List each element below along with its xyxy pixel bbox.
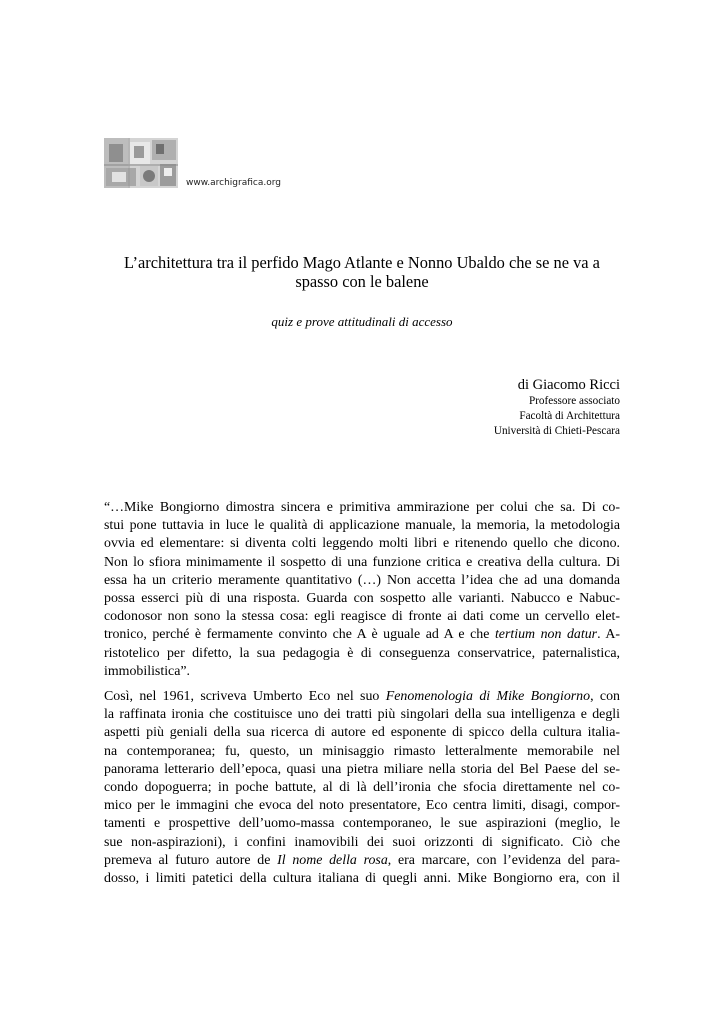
text-line: ristotelico per difetto, la sua pedagogia è di conseguenza conservatrice, paternalistica, [104, 645, 620, 661]
document-subtitle: quiz e prove attitudinali di accesso [271, 314, 453, 329]
author-role: Professore associato [528, 395, 620, 407]
text-run: Così, nel 1961, scriveva Umberto Eco nel suo [104, 689, 386, 704]
text-line [104, 852, 620, 870]
document-title [104, 253, 620, 291]
text-line: immobilistica”. [104, 663, 191, 679]
body-paragraph [104, 688, 620, 888]
author-block [494, 376, 620, 439]
text-run: . A- [597, 627, 620, 643]
text-line: possa esserci più di una risposta. Guarda con sospetto alle varianti. Nabucco e Nabuc- [104, 590, 620, 606]
text-run: tronico, perché è fermamente convinto che A è uguale ad A e che [104, 627, 495, 643]
text-run: premeva al futuro autore de [104, 852, 278, 868]
author-faculty: Facoltà di Architettura [519, 410, 620, 422]
italic-phrase: Il nome della rosa [277, 852, 388, 868]
text-line: sue non-aspirazioni), i confini inamovibili dei suoi orizzonti di significato. Ciò che [104, 834, 620, 850]
archigrafica-logo-image [104, 138, 178, 188]
text-line: mico per le immagini che evoca del noto presentatore, Eco centra limiti, disagi, compor- [104, 798, 620, 814]
text-line [104, 626, 620, 644]
italic-phrase: Fenomenologia di Mike Bongiorno [385, 689, 591, 704]
text-line: ovvia ed elementare: si diventa colti leggendo molti libri e ritenendo quello che dicono. [104, 536, 620, 552]
title-line-2: spasso con le balene [295, 272, 429, 291]
text-line: dosso, i limiti patetici della cultura italiana di quegli anni. Mike Bongiorno era, con il [104, 870, 620, 886]
text-line: stui pone tuttavia in luce le qualità di applicazione manuale, la memoria, la metodologia [104, 518, 620, 534]
text-line: la raffinata ironia che costituisce uno dei tratti più singolari della sua intelligenza e degli [104, 707, 620, 723]
quote-paragraph [104, 499, 620, 681]
text-run: , con [590, 689, 620, 704]
text-line: “…Mike Bongiorno dimostra sincera e primitiva ammirazione per colui che sa. Di co- [104, 500, 620, 515]
author-name: di Giacomo Ricci [517, 377, 620, 393]
text-line [104, 688, 620, 706]
text-line: codonosor non sono la stessa cosa: egli reagisce di fronte ai dati come un cervello elet- [104, 609, 620, 625]
text-line: Non lo sfiora minimamente il sospetto di una funzione critica e creativa della cultura. Di [104, 554, 620, 570]
text-line: panorama letterario dell’epoca, quasi una pietra miliare nella storia del Bel Paese del se- [104, 761, 620, 777]
italic-phrase: tertium non datur [494, 627, 598, 643]
author-university: Università di Chieti-Pescara [493, 425, 620, 437]
text-line: essa ha un criterio meramente quantitativo (…) Non accetta l’idea che ad una domanda [104, 572, 620, 588]
text-run: , era marcare, con l’evidenza del para- [387, 852, 620, 868]
text-line: na contemporanea; fu, questo, un minisaggio rimasto letteralmente memorabile nel [104, 743, 620, 759]
logo-collage-icon [104, 138, 178, 188]
text-line: tamenti e prospettive dell’uomo-massa contemporaneo, le sue aspirazioni (meglio, le [104, 816, 620, 832]
title-line-1: L’architettura tra il perfido Mago Atlante e Nonno Ubaldo che se ne va a [124, 253, 600, 272]
text-line: condo dopoguerra; in poche battute, al di là dell’ironia che sfocia direttamente nel co- [104, 779, 620, 795]
website-url: www.archigrafica.org [186, 178, 281, 188]
text-line: aspetti più geniali della sua ricerca di autore ed esponente di spicco della cultura italia- [104, 725, 620, 741]
